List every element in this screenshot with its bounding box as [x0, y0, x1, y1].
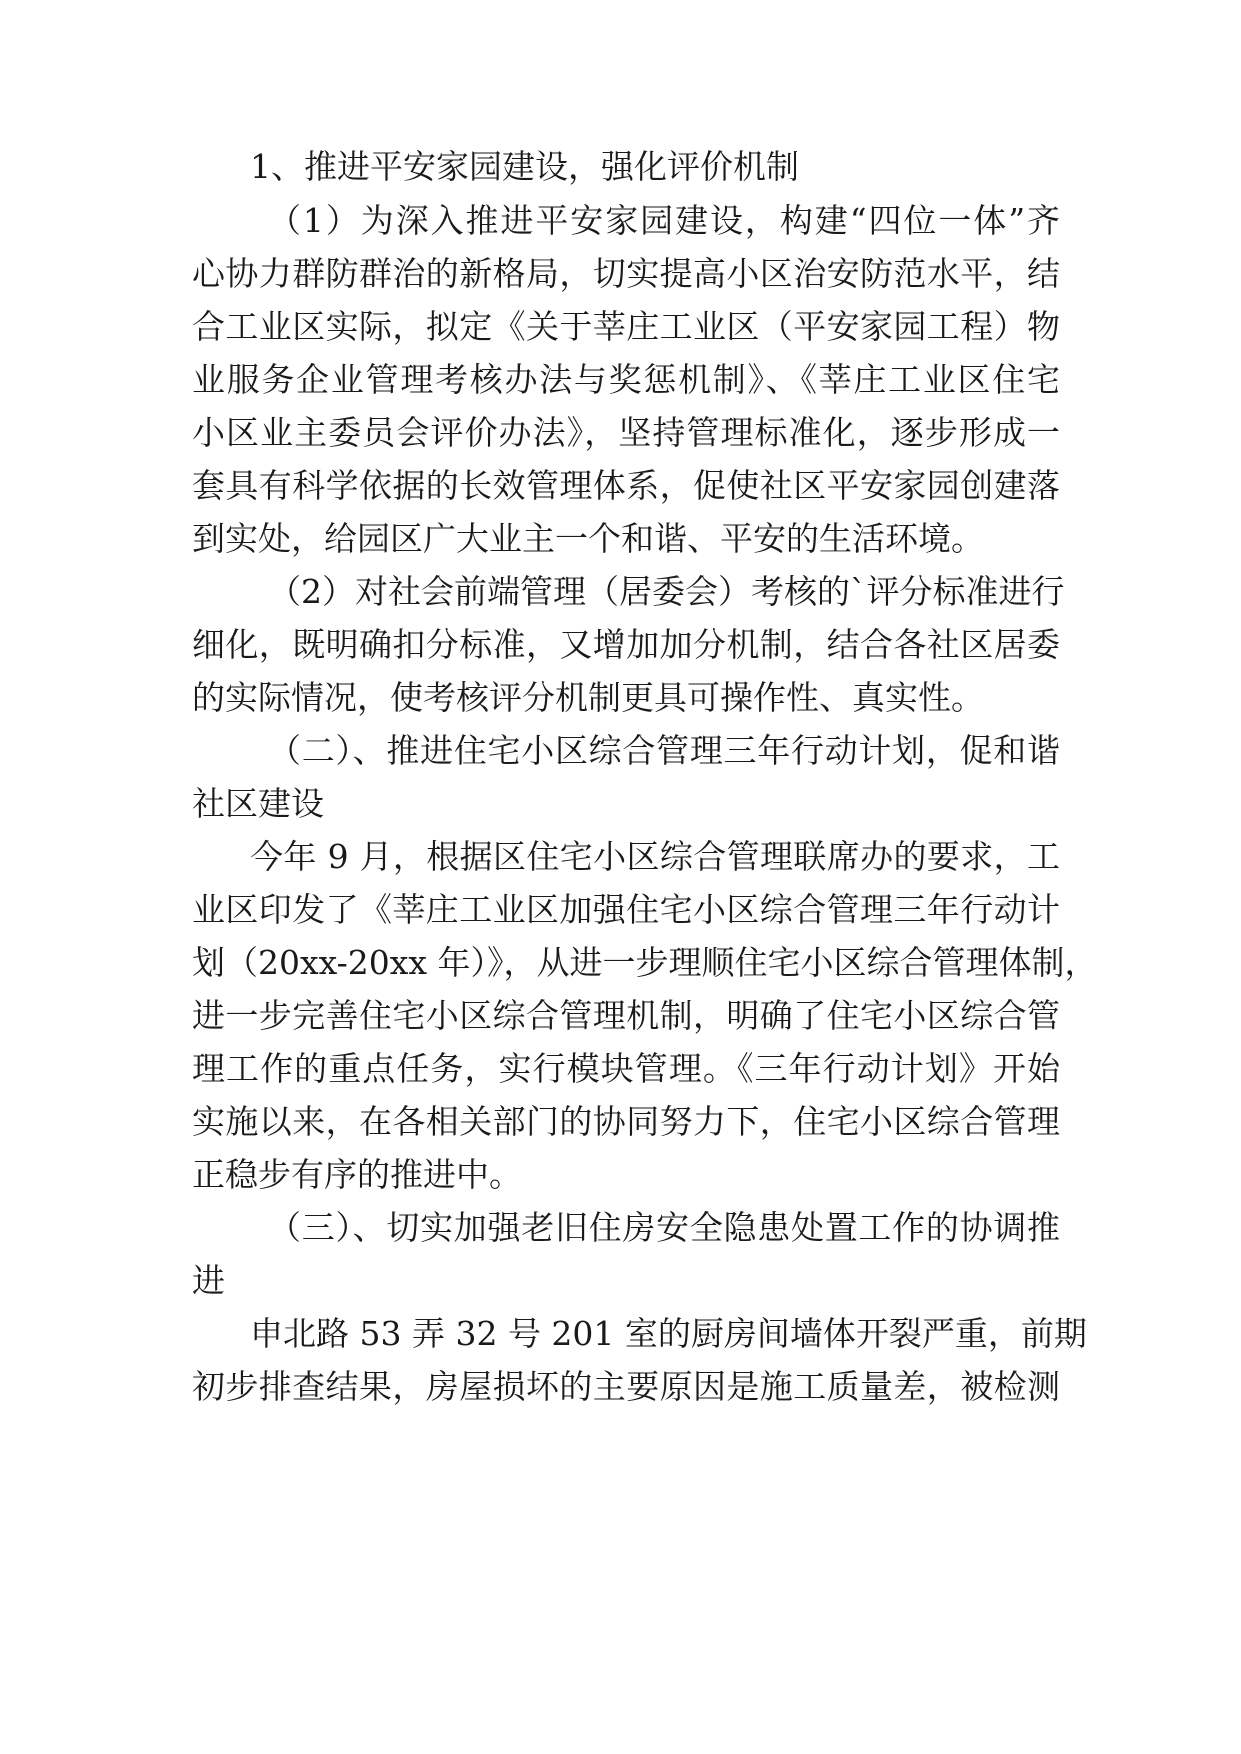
section-heading-2: （二）、推进住宅小区综合管理三年行动计划，促和谐	[268, 731, 1060, 770]
paragraph-line: 业服务企业管理考核办法与奖惩机制》、《莘庄工业区住宅	[192, 360, 1060, 399]
paragraph-line: 业区印发了《莘庄工业区加强住宅小区综合管理三年行动计	[192, 890, 1060, 929]
section-heading-2-cont: 社区建设	[192, 784, 324, 823]
paragraph-line: 进一步完善住宅小区综合管理机制，明确了住宅小区综合管	[192, 996, 1060, 1035]
paragraph-line: 细化，既明确扣分标准，又增加加分机制，结合各社区居委	[192, 625, 1060, 664]
paragraph-line: 今年 9 月，根据区住宅小区综合管理联席办的要求，工	[250, 837, 1060, 876]
paragraph-line: 申北路 53 弄 32 号 201 室的厨房间墙体开裂严重，前期	[250, 1314, 1087, 1353]
paragraph-line: （1）为深入推进平安家园建设，构建“四位一体”齐	[268, 201, 1060, 240]
paragraph-line: 正稳步有序的推进中。	[192, 1155, 522, 1194]
section-heading-3-cont: 进	[192, 1261, 225, 1300]
paragraph-line: 心协力群防群治的新格局，切实提高小区治安防范水平，结	[192, 254, 1060, 293]
paragraph-line: 实施以来，在各相关部门的协同努力下，住宅小区综合管理	[192, 1102, 1060, 1141]
section-heading-1: 1、推进平安家园建设，强化评价机制	[250, 147, 799, 186]
paragraph-line: 到实处，给园区广大业主一个和谐、平安的生活环境。	[192, 519, 984, 558]
paragraph-line: 理工作的重点任务，实行模块管理。《三年行动计划》开始	[192, 1049, 1060, 1088]
paragraph-line: 套具有科学依据的长效管理体系，促使社区平安家园创建落	[192, 466, 1060, 505]
paragraph-line: 初步排查结果，房屋损坏的主要原因是施工质量差，被检测	[192, 1367, 1060, 1406]
paragraph-line: 小区业主委员会评价办法》，坚持管理标准化，逐步形成一	[192, 413, 1060, 452]
paragraph-line: （2）对社会前端管理（居委会）考核的`评分标准进行	[268, 572, 1065, 611]
paragraph-line: 合工业区实际，拟定《关于莘庄工业区（平安家园工程）物	[192, 307, 1060, 346]
paragraph-line: 的实际情况，使考核评分机制更具可操作性、真实性。	[192, 678, 984, 717]
section-heading-3: （三）、切实加强老旧住房安全隐患处置工作的协调推	[268, 1208, 1060, 1247]
paragraph-line: 划（20xx-20xx 年）》，从进一步理顺住宅小区综合管理体制，	[192, 943, 1098, 982]
